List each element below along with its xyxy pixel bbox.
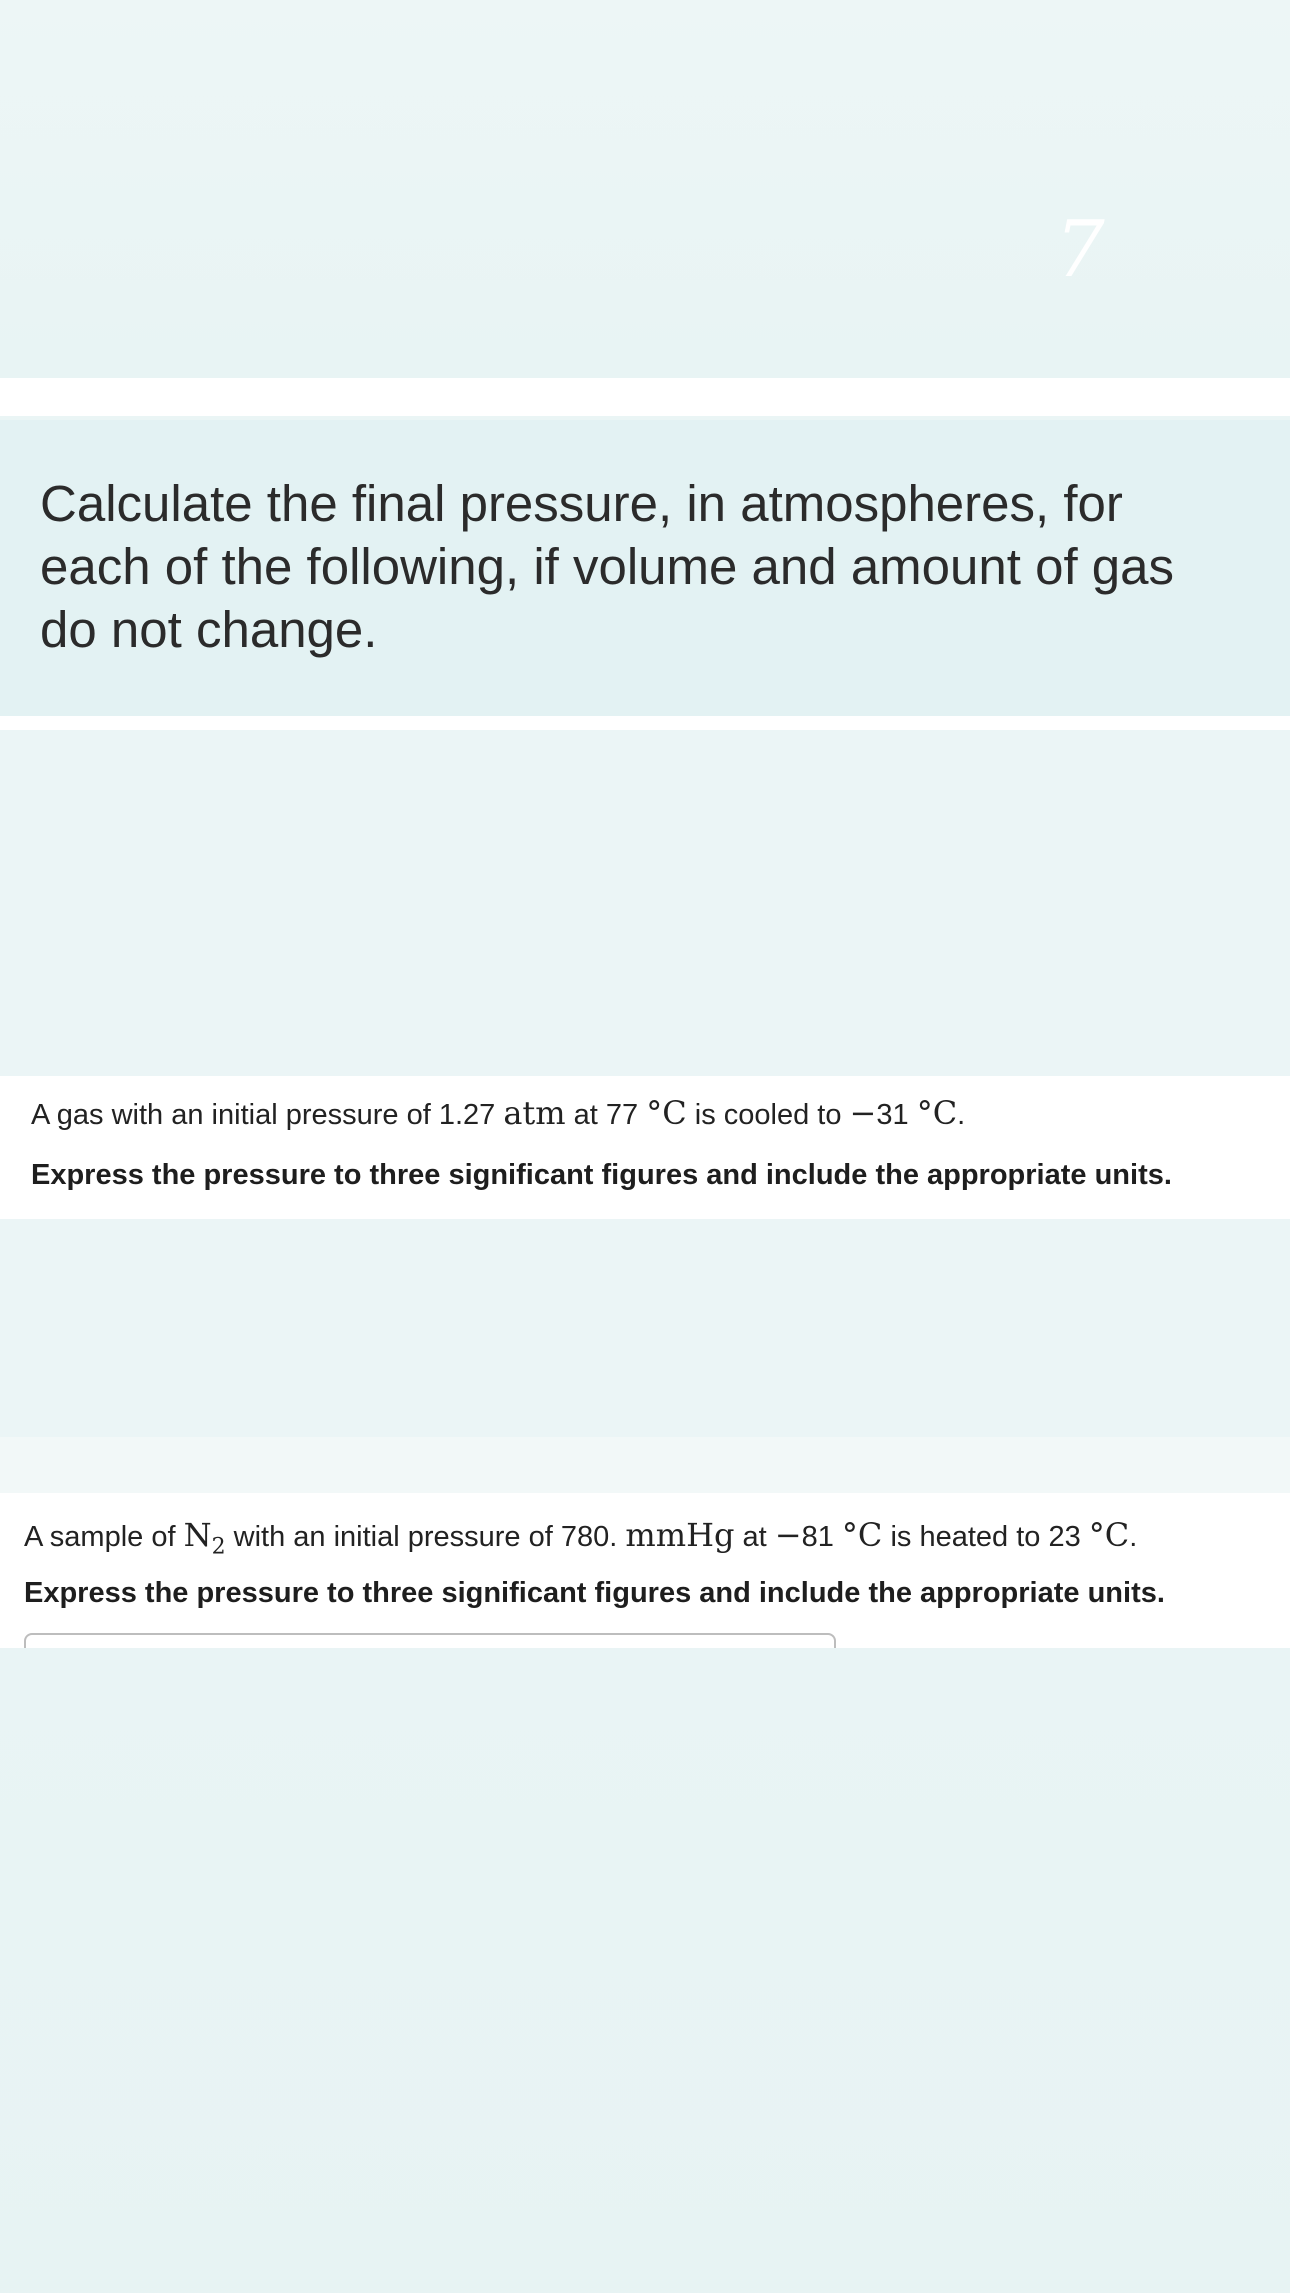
divider (0, 378, 1290, 416)
page-number: 7 (1055, 205, 1105, 295)
question-card-1 (0, 1076, 1290, 1219)
formula-subscript: 2 (211, 1534, 226, 1560)
prompt-text: is heated to 23 (882, 1521, 1089, 1553)
question-2-instruction: Express the pressure to three significant figures and include the appropriate units. (24, 1577, 1165, 1609)
unit-celsius: °C (646, 1094, 687, 1132)
prompt-text: A sample of (24, 1521, 184, 1553)
unit-celsius: °C (916, 1094, 958, 1132)
spacer-panel (0, 1219, 1290, 1437)
formula-symbol: N (183, 1516, 212, 1554)
minus-sign: − (774, 1516, 802, 1554)
prompt-text: A gas with an initial pressure of 1.27 (31, 1099, 504, 1131)
question-card-2 (0, 1493, 1290, 1648)
prompt-text: with an initial pressure of 780. (225, 1521, 626, 1553)
unit-celsius: °C (1088, 1516, 1130, 1554)
prompt-text: 81 (801, 1521, 842, 1553)
unit-atm: atm (503, 1094, 566, 1132)
intro-text: Calculate the final pressure, in atmospheres, for each of the following, if volume and amount of gas do not change. (40, 475, 1175, 658)
unit-mmhg: mmHg (625, 1516, 735, 1554)
answer-input[interactable] (24, 1633, 836, 1649)
question-1-instruction: Express the pressure to three significant figures and include the appropriate units. (31, 1159, 1172, 1191)
unit-celsius: °C (841, 1516, 883, 1554)
spacer-panel (0, 730, 1290, 1076)
prompt-text: is cooled to (686, 1099, 850, 1131)
divider (0, 716, 1290, 730)
question-2-prompt (24, 1515, 1137, 1567)
spacer-panel (0, 1437, 1290, 1493)
prompt-text: . (1129, 1521, 1138, 1553)
prompt-text: . (957, 1099, 966, 1131)
question-1-prompt (31, 1093, 965, 1135)
prompt-text: at 77 (565, 1099, 647, 1131)
formula-n2 (183, 1516, 226, 1560)
prompt-text: at (734, 1521, 775, 1553)
minus-sign: − (849, 1094, 877, 1132)
top-band (0, 0, 1290, 378)
prompt-text: 31 (876, 1099, 917, 1131)
bottom-band (0, 1648, 1290, 2293)
